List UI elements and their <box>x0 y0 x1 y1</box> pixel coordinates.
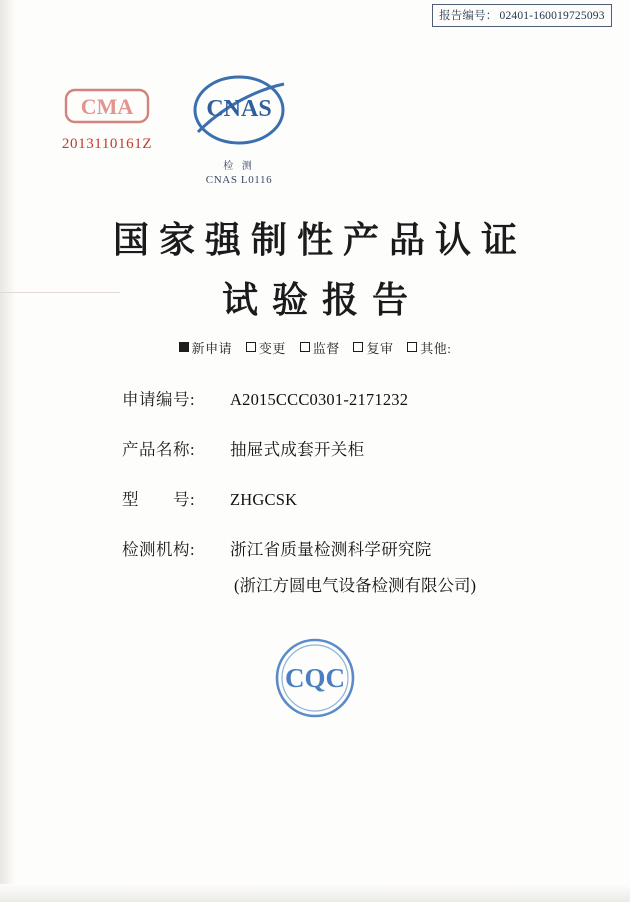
page-title-line2: 试验报告 <box>221 280 422 320</box>
checkbox-label: 其他: <box>420 341 452 356</box>
checkbox-box-icon <box>407 342 417 352</box>
cma-mark <box>42 88 172 153</box>
field-testing-institution-second-line: (浙江方圆电气设备检测有限公司) <box>234 576 476 595</box>
svg-text:CQC: CQC <box>285 663 345 693</box>
checkbox-option-other[interactable] <box>407 338 451 357</box>
checkbox-option-review[interactable] <box>353 338 393 357</box>
cnas-mark <box>178 70 300 186</box>
field-label: 申请编号: <box>122 390 196 409</box>
checkbox-box-icon <box>300 342 310 352</box>
field-model <box>122 486 542 510</box>
cnas-subtitle: 检 测 <box>223 161 255 172</box>
field-value: 抽屉式成套开关柜 <box>230 440 365 459</box>
field-value: ZHGCSK <box>230 490 298 509</box>
svg-text:CNAS: CNAS <box>206 96 272 122</box>
cnas-logo-icon <box>178 70 300 155</box>
checkbox-option-supervision[interactable] <box>300 338 340 357</box>
checkbox-label: 变更 <box>258 341 286 356</box>
cqc-mark <box>0 630 630 731</box>
svg-text:CMA: CMA <box>80 94 134 119</box>
cnas-code: CNAS L0116 <box>205 174 273 186</box>
scan-edge-bottom <box>0 884 630 902</box>
report-number-label: 报告编号： <box>439 10 498 22</box>
report-fields <box>122 386 542 622</box>
checkbox-label: 新申请 <box>191 341 233 356</box>
checkbox-option-new[interactable] <box>179 338 233 357</box>
report-number-value: 02401-160019725093 <box>499 10 605 22</box>
field-application-number <box>122 386 542 410</box>
field-label: 检测机构: <box>122 540 196 559</box>
field-product-name <box>122 436 542 460</box>
cma-certificate-number: 2013110161Z <box>61 136 153 152</box>
field-label: 型 号: <box>122 490 196 509</box>
field-testing-institution <box>122 536 542 560</box>
checkbox-box-icon <box>246 342 256 352</box>
checkbox-box-icon <box>353 342 363 352</box>
field-label: 产品名称: <box>122 440 196 459</box>
scan-edge-left <box>0 0 16 902</box>
page-title-line1: 国家强制性产品认证 <box>112 220 527 260</box>
checkbox-label: 监督 <box>312 341 340 356</box>
application-type-options <box>0 338 630 357</box>
checkbox-label: 复审 <box>366 341 394 356</box>
checkbox-option-change[interactable] <box>246 338 286 357</box>
report-number-box <box>432 4 612 27</box>
cqc-logo-icon <box>267 630 363 731</box>
cma-logo-icon <box>64 88 150 124</box>
checkbox-box-icon <box>179 342 189 352</box>
field-value: A2015CCC0301-2171232 <box>230 390 409 409</box>
field-value: 浙江省质量检测科学研究院 <box>230 540 432 559</box>
